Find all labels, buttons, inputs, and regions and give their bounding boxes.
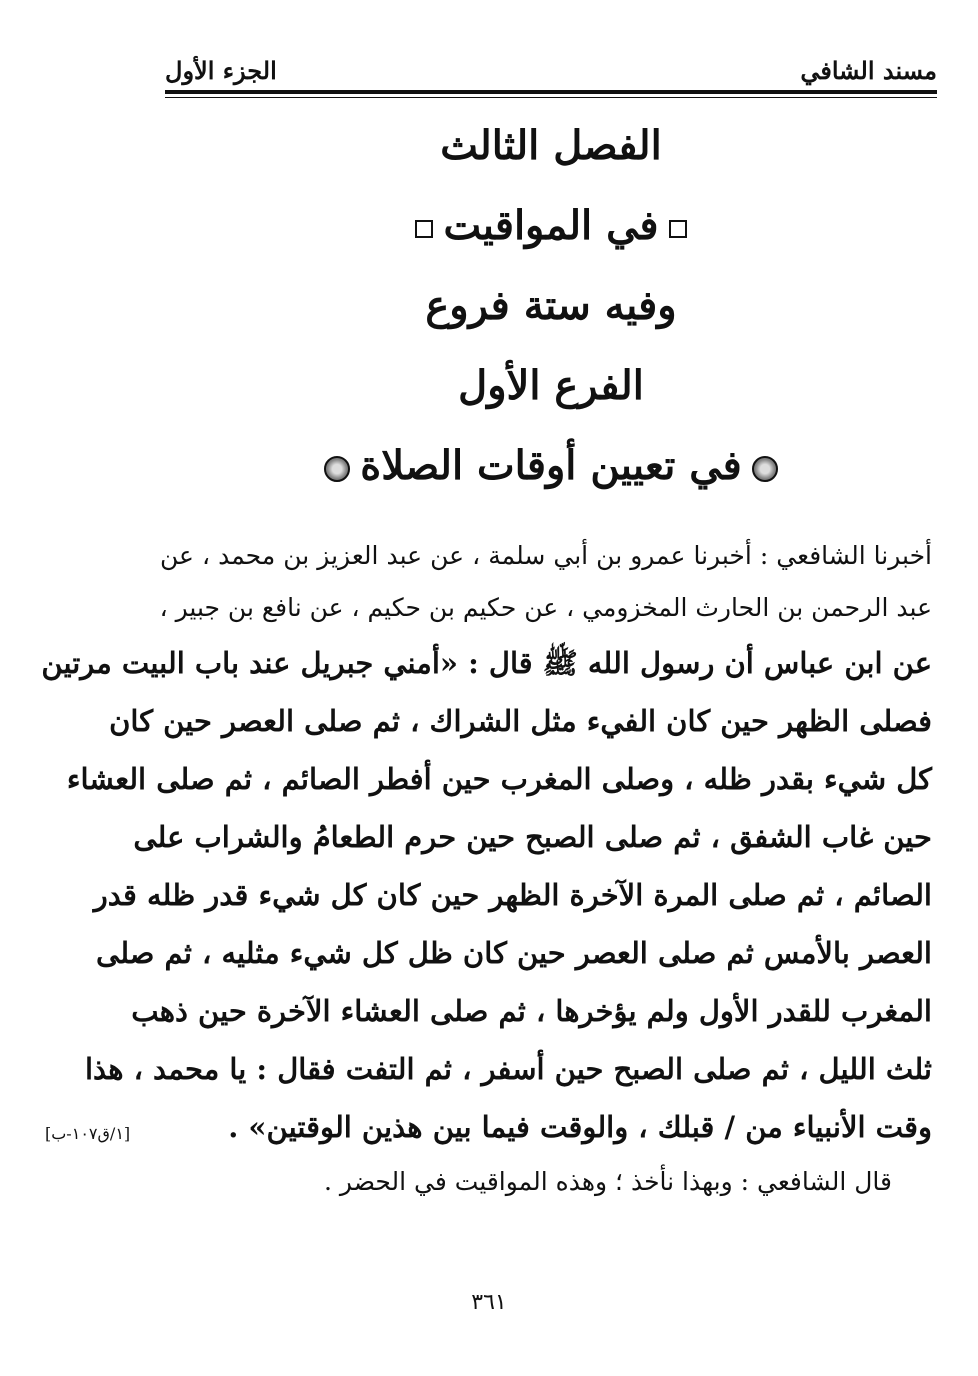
text-line: فصلى الظهر حين كان الفيء مثل الشراك ، ثم صلى العصر حين كان: [109, 704, 932, 738]
text-line: عبد الرحمن بن الحارث المخزومي ، عن حكيم بن حكيم ، عن نافع بن جبير ،: [159, 593, 932, 622]
page-header: [165, 50, 937, 90]
text-line: العصر بالأمس ثم صلى العصر حين كان ظل كل شيء مثليه ، ثم صلى: [96, 936, 932, 970]
volume-label: الجزء الأول: [165, 56, 277, 85]
book-title: مسند الشافي: [800, 56, 937, 85]
manuscript-reference: [١/ق١٠٧-ب]: [45, 1124, 131, 1143]
text-line: أخبرنا الشافعي : أخبرنا عمرو بن أبي سلمة ، عن عبد العزيز بن محمد ، عن: [160, 541, 932, 570]
branch-topic-heading: [165, 430, 937, 510]
page-number: ٣٦١: [471, 1290, 507, 1315]
header-rule-thin: [165, 97, 937, 98]
text-line: الصائم ، ثم صلى المرة الآخرة الظهر حين كان كل شيء قدر ظله قدر: [93, 878, 932, 912]
square-ornament-icon: [415, 220, 433, 238]
header-rule: [165, 90, 937, 94]
text-line: المغرب للقدر الأول ولم يؤخرها ، ثم صلى العشاء الآخرة حين ذهب: [131, 994, 932, 1028]
text-line: كل شيء بقدر ظله ، وصلى المغرب حين أفطر الصائم ، ثم صلى العشاء: [66, 762, 932, 796]
circle-ornament-icon: [324, 456, 350, 482]
text-line: حين غاب الشفق ، ثم صلى الصبح حين حرم الطعامُ والشراب على: [133, 820, 932, 854]
text-line: وقت الأنبياء من / قبلك ، والوقت فيما بين هذين الوقتين» .: [228, 1110, 932, 1144]
section-headings: [165, 110, 937, 510]
topic-heading: [165, 190, 937, 270]
topic-text: في المواقيت: [443, 202, 659, 249]
text-line: عن ابن عباس أن رسول الله ﷺ قال : «أمني جبريل عند باب البيت مرتين: [41, 646, 932, 680]
square-ornament-icon: [669, 220, 687, 238]
text-line: قال الشافعي : وبهذا نأخذ ؛ وهذه المواقيت في الحضر .: [324, 1167, 892, 1196]
circle-ornament-icon: [752, 456, 778, 482]
chapter-title: الفصل الثالث: [440, 122, 662, 169]
branch-heading: الفرع الأول: [458, 362, 644, 409]
text-line: ثلث الليل ، ثم صلى الصبح حين أسفر ، ثم التفت فقال : يا محمد ، هذا: [84, 1052, 932, 1086]
branch-topic-text: في تعيين أوقات الصلاة: [360, 442, 742, 489]
branches-heading: وفيه ستة فروع: [425, 282, 677, 329]
